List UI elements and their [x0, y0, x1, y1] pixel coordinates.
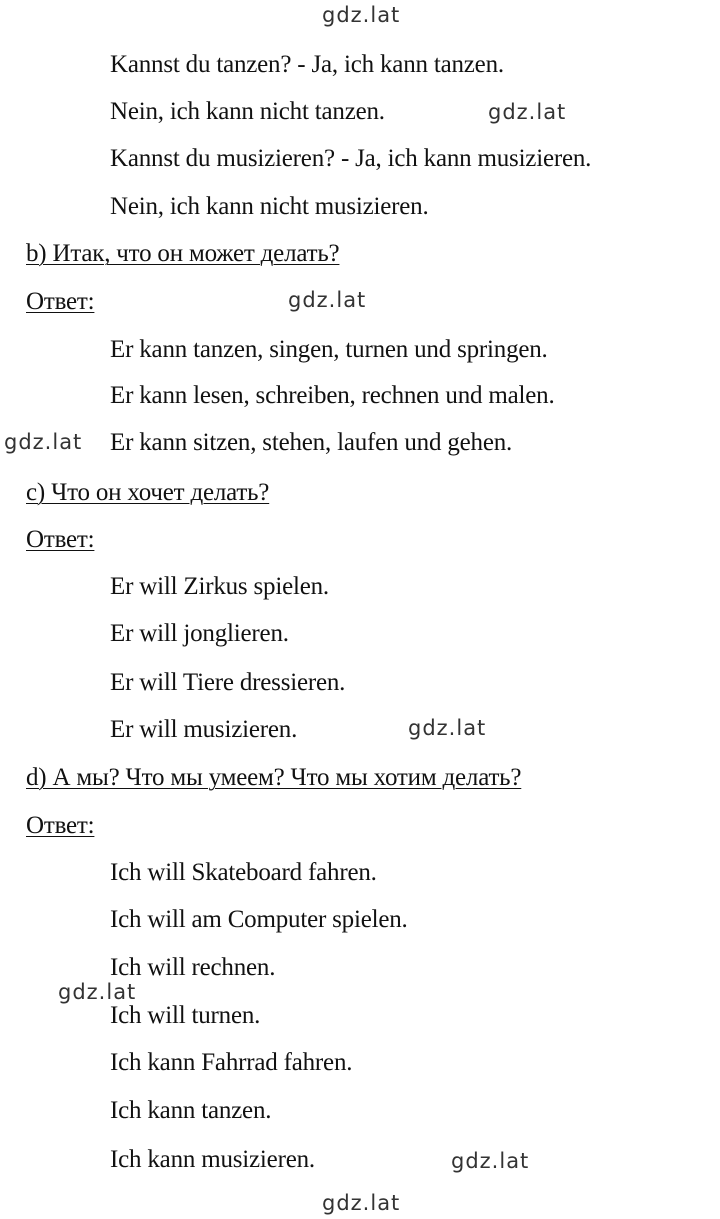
- answer-line: Ich will rechnen.: [110, 954, 276, 981]
- watermark: gdz.lat: [58, 980, 137, 1004]
- question-c: c) Что он хочет делать?: [26, 479, 270, 506]
- answer-line: Er will Zirkus spielen.: [110, 573, 329, 600]
- answer-line: Er kann lesen, schreiben, rechnen und malen.: [110, 382, 555, 409]
- answer-line: Ich kann tanzen.: [110, 1097, 272, 1124]
- answer-line: Ich will turnen.: [110, 1002, 261, 1029]
- question-b: b) Итак, что он может делать?: [26, 240, 340, 267]
- watermark: gdz.lat: [322, 1191, 401, 1215]
- watermark: gdz.lat: [408, 716, 487, 740]
- answer-line: Nein, ich kann nicht tanzen.: [110, 98, 385, 125]
- answer-line: Kannst du tanzen? - Ja, ich kann tanzen.: [110, 51, 504, 78]
- answer-line: Er will musizieren.: [110, 716, 298, 743]
- answer-line: Ich kann musizieren.: [110, 1146, 315, 1173]
- question-d: d) А мы? Что мы умеем? Что мы хотим делать?: [26, 764, 522, 791]
- answer-label-d: Ответ:: [26, 812, 95, 839]
- watermark: gdz.lat: [451, 1149, 530, 1173]
- answer-line: Er kann tanzen, singen, turnen und springen.: [110, 336, 548, 363]
- answer-line: Er will Tiere dressieren.: [110, 669, 346, 696]
- answer-line: Nein, ich kann nicht musizieren.: [110, 193, 429, 220]
- watermark: gdz.lat: [488, 100, 567, 124]
- answer-line: Ich will am Computer spielen.: [110, 906, 408, 933]
- answer-label-c: Ответ:: [26, 526, 95, 553]
- answer-line: Ich kann Fahrrad fahren.: [110, 1049, 353, 1076]
- answer-line: Ich will Skateboard fahren.: [110, 859, 377, 886]
- answer-line: Er kann sitzen, stehen, laufen und gehen.: [110, 429, 513, 456]
- watermark: gdz.lat: [322, 3, 401, 27]
- answer-line: Kannst du musizieren? - Ja, ich kann musizieren.: [110, 145, 592, 172]
- watermark: gdz.lat: [288, 288, 367, 312]
- watermark: gdz.lat: [4, 430, 83, 454]
- answer-label-b: Ответ:: [26, 288, 95, 315]
- answer-line: Er will jonglieren.: [110, 620, 289, 647]
